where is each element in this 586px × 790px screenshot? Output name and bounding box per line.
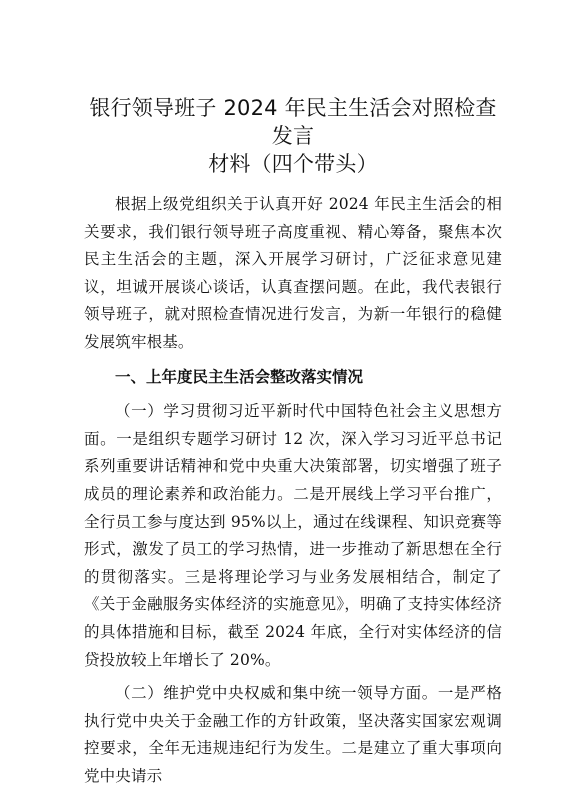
paragraph-study-implementation: （一）学习贯彻习近平新时代中国特色社会主义思想方面。一是组织专题学习研讨 12 次，深入学习习近平总书记系列重要讲话精神和党中央重大决策部署，切实增强了班子成员的理论素养和政治能力。二是开展线上学习平台推广，全行员工参与度达到 95%以上，通过在线课程、知识竞赛等形式，激发了员工的学习热情，进一步推动了新思想在全行的贯彻落实。三是将理论学习与业务发展相结合，制定了《关于金融服务实体经济的实施意见》，明确了支持实体经济的具体措施和目标，截至 2024 年底，全行对实体经济的信贷投放较上年增长了 20%。	[84, 402, 502, 669]
intro-paragraph: 根据上级党组织关于认真开好 2024 年民主生活会的相关要求，我们银行领导班子高度重视、精心筹备，聚焦本次民主生活会的主题，深入开展学习研讨，广泛征求意见建议，坦诚开展谈心谈话，认真查摆问题。在此，我代表银行领导班子，就对照检查情况进行发言，为新一年银行的稳健发展筑牢根基。	[84, 195, 502, 351]
paragraph-central-authority: （二）维护党中央权威和集中统一领导方面。一是严格执行党中央关于金融工作的方针政策，坚决落实国家宏观调控要求，全年无违规违纪行为发生。二是建立了重大事项向党中央请示	[84, 684, 502, 785]
document-title-line-1: 银行领导班子 2024 年民主生活会对照检查发言	[89, 96, 497, 148]
document-title-line-2: 材料（四个带头）	[208, 152, 378, 176]
document-title	[84, 94, 502, 178]
section-heading-1: 一、上年度民主生活会整改落实情况	[115, 366, 364, 386]
